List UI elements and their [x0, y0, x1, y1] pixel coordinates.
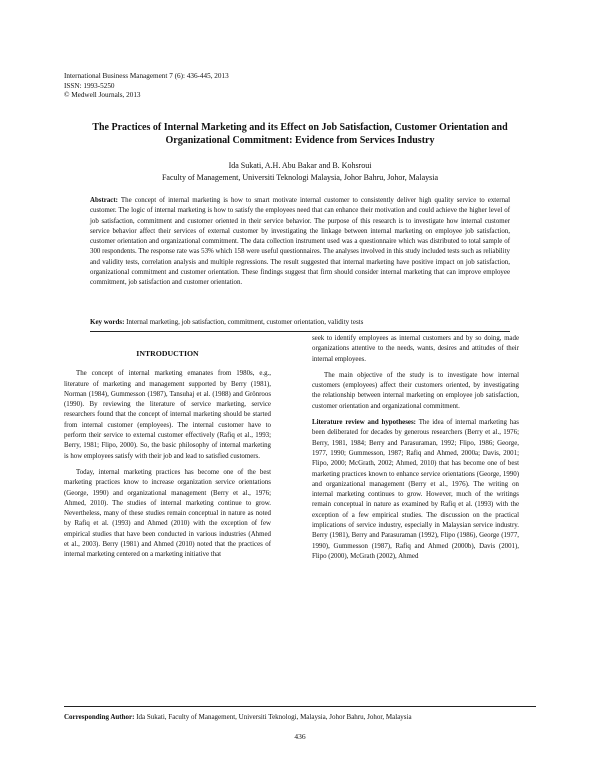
intro-paragraph: Today, internal marketing practices has become one of the best marketing practices know to increase organization service orientations (George, 1990) and organizational management (Berry et al., 1976; Ahmed, 2010). The studies of internal marketing continue to grow. Nevertheless, many of these studies remain conceptual in nature as noted by Rafiq et al. (1993) and Ahmed (2010) with the exception of few empirical studies that have been conducted in various industries (Ahmed et al., 2003). Berry (1981) and Ahmed (2010) noted that the practices of internal marketing centered on a marketing initiative that — [64, 468, 271, 559]
issn: ISSN: 1993-5250 — [64, 81, 115, 90]
keywords — [90, 318, 510, 326]
abstract-text: The concept of internal marketing is how to smart motivate internal customer to consistently deliver high quality service to external customer. The logic of internal marketing is how to satisfy the employees need that can enhance their motivation and could achieve the higher level of job satisfaction, commitment and customer oriented in their service behavior. The purpose of this research is to investigate how internal customer service behavior affect their services of external customer by investigating the linkage between internal marketing on employee job satisfaction, customer orientation and organizational commitment. The data collection instrument used was a questionnaire which was distributed to total sample of 300 respondents. The response rate was 53% which 158 were useful questionnaires. The analyses involved in this study included tests such as reliability and validity tests, correlation analysis and multiple regressions. The result suggested that internal marketing have positive impact on job satisfaction, organizational commitment and customer orientation. These findings suggest that firm should consider internal marketing that can improve employee commitment, job satisfaction and customer orientation. — [90, 197, 510, 287]
corresponding-author — [64, 712, 536, 722]
section-heading-introduction: INTRODUCTION — [136, 349, 199, 358]
keywords-divider — [90, 331, 510, 332]
right-column — [312, 334, 519, 568]
keywords-text: Internal marketing, job satisfaction, commitment, customer orientation, validity tests — [126, 318, 364, 326]
abstract — [90, 196, 510, 289]
footnote-divider — [64, 706, 536, 707]
journal-header — [64, 72, 229, 101]
journal-citation: International Business Management 7 (6): 436-445, 2013 — [64, 72, 229, 80]
left-column — [64, 349, 271, 567]
literature-review-paragraph — [312, 418, 519, 562]
intro-paragraph: The concept of internal marketing emanates from 1980s, e.g., literature of marketing and management supported by Berry (1981), Norman (1984), Gummesson (1987), Tansuhaj et al. (1988) and Grönroos (1990). By reviewing the literature of service marketing, service researchers found that the concept of internal marketing should be started from internal customer (employees). The internal customer have to perform their service to external customer effectively (Rafiq et al., 1993; Berry, 1981; Flipo, 2000). So, the basic philosophy of internal marketing is how employees satisfy with their job and lead to satisfied customers. — [64, 370, 271, 460]
copyright: © Medwell Journals, 2013 — [64, 91, 141, 100]
page-number: 436 — [294, 732, 306, 741]
body-paragraph: The main objective of the study is to investigate how internal customers (employees) affect their customers oriented, by investigating the relationship between internal marketing on employee job satisfaction, customer orientation and organizational commitment. — [312, 371, 519, 410]
literature-text: The idea of internal marketing has been deliberated for decades by generous researchers (Berry et al., 1976; Berry, 1981, 1984; Berry and Parasuraman, 1992; Flipo, 1986; George, 1977, 1990; Gummesson, 1987; Rafiq and Ahmed, 2000a; Davis, 2001; Flipo, 2000; McGrath, 2002; Ahmed, 2010) that has become one of best marketing practices known to enhance service orientations (George, 1990) and organizational management (Berry et al., 1976). The writing on internal marketing continues to grow. However, much of the writings remain conceptual in nature as examined by Rafiq et al. (1993) with the exception of a few empirical studies. The discussion on the practical implications of service industry, especially in Malaysian service industry. Berry (1981), Berry and Parasuraman (1992), Flipo (1986), George (1977, 1990), Gummesson (1987), Rafiq and Ahmed (2000b), Davis (2001), Flipo (2000), McGrath (2002), Ahmed — [312, 419, 519, 560]
paper-title: The Practices of Internal Marketing and its Effect on Job Satisfaction, Customer Orientation and Organizational Commitment: Evidence from Services Industry — [92, 122, 508, 146]
affiliation: Faculty of Management, Universiti Teknologi Malaysia, Johor Bahru, Johor, Malaysia — [161, 173, 439, 182]
authors: Ida Sukati, A.H. Abu Bakar and B. Kohsroui — [228, 161, 372, 170]
corresponding-text: Ida Sukati, Faculty of Management, Universiti Teknologi, Malaysia, Johor Bahru, Johor, Malaysia — [136, 713, 412, 721]
section-heading-literature: Literature review and hypotheses: — [312, 419, 416, 427]
abstract-label: Abstract: — [90, 197, 118, 204]
corresponding-label: Corresponding Author: — [64, 713, 135, 721]
keywords-label: Key words: — [90, 318, 125, 326]
body-paragraph: seek to identify employees as internal customers and by so doing, made organizations attentive to the needs, wants, desires and attitudes of their internal employees. — [312, 335, 519, 363]
